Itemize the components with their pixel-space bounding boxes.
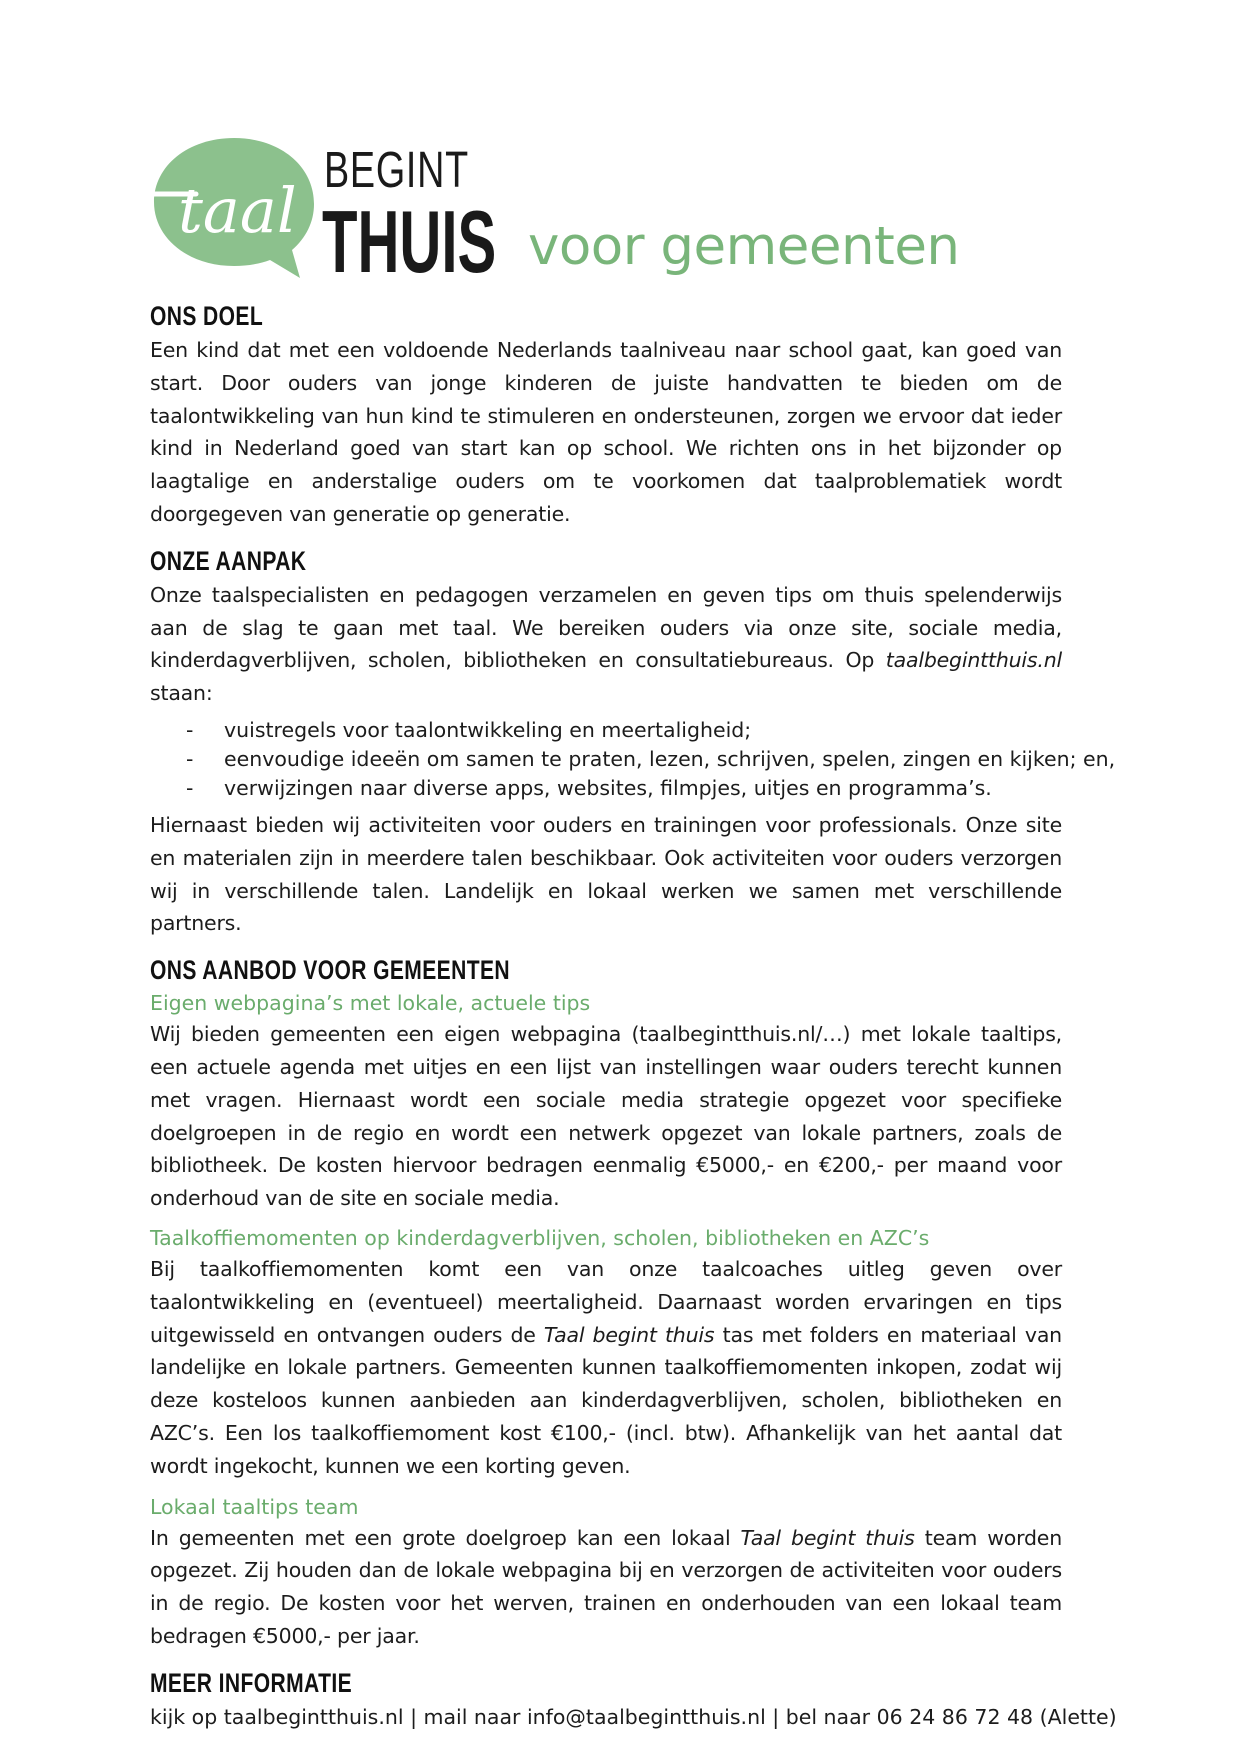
logo-begint: BEGINT xyxy=(324,141,469,198)
document-header xyxy=(150,132,1090,291)
aanpak-intro-paragraph: Onze taalspecialisten en pedagogen verzamelen en geven tips om thuis spelenderwijs aan de slag te gaan met taal. We bereiken ouders via onze site, sociale media, kinderdagverblijven, scholen, bibliotheken en consultatiebureaus. Op taalbegintthuis.nl staan: xyxy=(150,582,1062,706)
doel-paragraph: Een kind dat met een voldoende Nederlands taalniveau naar school gaat, kan goed van start. Door ouders van jonge kinderen de juiste handvatten te bieden om de taalontwikkeling van hun kind te stimuleren en ondersteunen, zorgen we ervoor dat ieder kind in Nederland goed van start kan op school. We richten ons in het bijzonder op laagtalige en anderstalige ouders om te voorkomen dat taalproblematiek wordt doorgegeven van generatie op generatie. xyxy=(150,338,1062,526)
contact-line: kijk op taalbegintthuis.nl | mail naar info@taalbegintthuis.nl | bel naar 06 24 86 72 48 (Alette) xyxy=(150,1704,1117,1729)
subheading-lokaal-team: Lokaal taaltips team xyxy=(150,1494,359,1519)
taalkoffiemomenten-paragraph: Bij taalkoffiemomenten komt een van onze taalcoaches uitleg geven over taalontwikkeling en (eventueel) meertaligheid. Daarnaast worden ervaringen en tips uitgewisseld en ontvangen ouders de Taal begint thuis tas met folders en materiaal van landelijke en lokale partners. Gemeenten kunnen taalkoffiemomenten inkopen, zodat wij deze kosteloos kunnen aanbieden aan kinderdagverblijven, scholen, bibliotheken en AZC’s. Een los taalkoffiemoment kost €100,- (incl. btw). Afhankelijk van het aantal dat wordt ingekocht, kunnen we een korting geven. xyxy=(150,1256,1062,1478)
site-name-italic: taalbegintthuis.nl xyxy=(885,648,1062,673)
subheading-webpaginas: Eigen webpagina’s met lokale, actuele tips xyxy=(150,991,591,1016)
list-item: - eenvoudige ideeën om samen te praten, lezen, schrijven, spelen, zingen en kijken; en, xyxy=(186,746,1116,771)
aanpak-list xyxy=(150,716,1116,803)
heading-onze-aanpak: ONZE AANPAK xyxy=(150,545,307,576)
list-item: - vuistregels voor taalontwikkeling en meertaligheid; xyxy=(186,717,752,742)
lokaal-team-paragraph: In gemeenten met een grote doelgroep kan een lokaal Taal begint thuis team worden opgezet. Zij houden dan de lokale webpagina bij en verzorgen de activiteiten voor ouders in de regio. De kosten voor het werven, trainen en onderhouden van een lokaal team bedragen €5000,- per jaar. xyxy=(150,1525,1062,1648)
logo-word: taal xyxy=(178,174,297,247)
logo-subtitle: voor gemeenten xyxy=(528,216,960,277)
document-body xyxy=(150,298,1117,1733)
subheading-taalkoffiemomenten: Taalkoffiemomenten op kinderdagverblijven, scholen, bibliotheken en AZC’s xyxy=(150,1225,930,1250)
heading-ons-doel: ONS DOEL xyxy=(150,301,264,331)
webpaginas-paragraph: Wij bieden gemeenten een eigen webpagina (taalbegintthuis.nl/…) met lokale taaltips, een actuele agenda met uitjes en een lijst van instellingen waar ouders terecht kunnen met vragen. Hiernaast wordt een sociale media strategie opgezet voor specifieke doelgroepen in de regio en wordt een netwerk opgezet van lokale partners, zoals de bibliotheek. De kosten hiervoor bedragen eenmalig €5000,- en €200,- per maand voor onderhoud van de site en sociale media. xyxy=(150,1022,1062,1211)
heading-ons-aanbod: ONS AANBOD VOOR GEMEENTEN xyxy=(150,955,511,986)
list-item: - verwijzingen naar diverse apps, websites, filmpjes, uitjes en programma’s. xyxy=(186,775,992,800)
aanpak-outro-paragraph: Hiernaast bieden wij activiteiten voor ouders en trainingen voor professionals. Onze site en materialen zijn in meerdere talen beschikbaar. Ook activiteiten voor ouders verzorgen wij in verschillende talen. Landelijk en lokaal werken we samen met verschillende partners. xyxy=(150,812,1062,936)
taal-speech-bubble-logo xyxy=(150,132,320,282)
heading-meer-informatie: MEER INFORMATIE xyxy=(150,1667,353,1698)
logo-thuis: THUIS xyxy=(322,192,497,291)
